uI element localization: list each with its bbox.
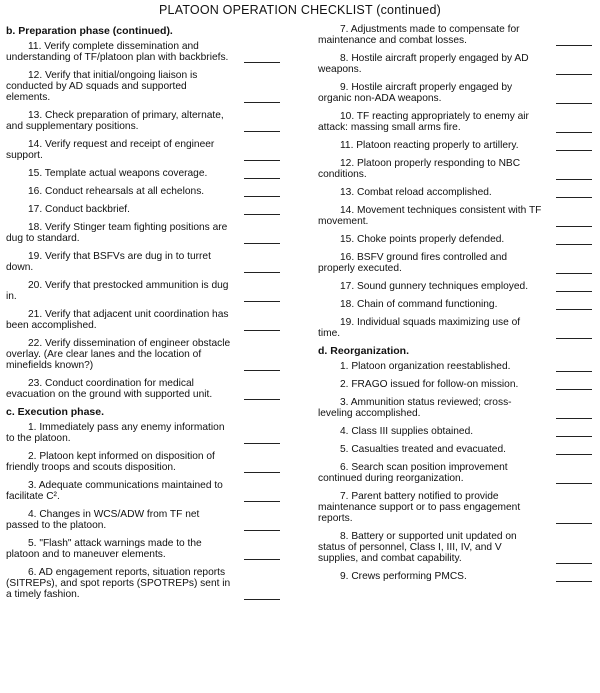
checklist-item — [6, 110, 282, 132]
checkoff-blank-line[interactable] — [556, 132, 592, 133]
checklist-item-text: 20. Verify that prestocked ammunition is dug in. — [6, 280, 229, 302]
checklist-item-text: 17. Sound gunnery techniques employed. — [340, 281, 529, 292]
checklist-item — [318, 571, 594, 582]
checkoff-blank-line[interactable] — [556, 74, 592, 75]
checklist-item-text: 1. Platoon organization reestablished. — [340, 361, 511, 372]
checklist-item-text: 11. Verify complete dissemination and understanding of TF/platoon plan with backbriefs. — [6, 41, 229, 63]
checklist-item — [6, 567, 282, 600]
checkoff-blank-line[interactable] — [556, 309, 592, 310]
checklist-item — [6, 338, 282, 371]
checklist-item-text: 13. Combat reload accomplished. — [340, 187, 492, 198]
checklist-item-text: 4. Class III supplies obtained. — [340, 426, 474, 437]
checklist-item-text: 18. Verify Stinger team fighting positions are dug to standard. — [6, 222, 228, 244]
checklist-item-text: 21. Verify that adjacent unit coordination has been accomplished. — [6, 309, 229, 331]
checklist-item — [318, 252, 594, 274]
checklist-item-text: 17. Conduct backbrief. — [28, 204, 130, 215]
checklist-item-text: 12. Verify that initial/ongoing liaison is conducted by AD squads and supported elements. — [6, 70, 198, 103]
checkoff-blank-line[interactable] — [244, 472, 280, 473]
checkoff-blank-line[interactable] — [556, 389, 592, 390]
checklist-item — [318, 462, 594, 484]
checkoff-blank-line[interactable] — [556, 338, 592, 339]
checklist-item — [318, 140, 594, 151]
checkoff-blank-line[interactable] — [556, 581, 592, 582]
checklist-item — [6, 451, 282, 473]
checkoff-blank-line[interactable] — [556, 483, 592, 484]
checklist-item-text: 16. BSFV ground fires controlled and properly executed. — [318, 252, 508, 274]
checklist-item-text: 15. Template actual weapons coverage. — [28, 168, 208, 179]
checklist-item — [6, 139, 282, 161]
checklist-item-text: 19. Verify that BSFVs are dug in to turret down. — [6, 251, 211, 273]
checklist-item — [318, 111, 594, 133]
checkoff-blank-line[interactable] — [556, 179, 592, 180]
checklist-item — [318, 491, 594, 524]
checkoff-blank-line[interactable] — [244, 330, 280, 331]
checkoff-blank-line[interactable] — [556, 291, 592, 292]
checklist-item-text: 2. Platoon kept informed on disposition of friendly troops and scouts disposition. — [6, 451, 215, 473]
checklist-item-text: 3. Ammunition status reviewed; cross-leveling accomplished. — [318, 397, 512, 419]
checkoff-blank-line[interactable] — [244, 501, 280, 502]
checklist-item-text: 9. Crews performing PMCS. — [340, 571, 467, 582]
checkoff-blank-line[interactable] — [244, 243, 280, 244]
checklist-item — [6, 41, 282, 63]
checklist-item — [6, 168, 282, 179]
checklist-item — [318, 317, 594, 339]
checkoff-blank-line[interactable] — [244, 399, 280, 400]
checklist-item — [6, 378, 282, 400]
checkoff-blank-line[interactable] — [556, 244, 592, 245]
checkoff-blank-line[interactable] — [556, 523, 592, 524]
checklist-item — [318, 82, 594, 104]
checklist-item-text: 14. Movement techniques consistent with TF movement. — [318, 205, 542, 227]
checklist-item — [318, 205, 594, 227]
checklist-item-text: 8. Battery or supported unit updated on status of personnel, Class I, III, IV, and V supplies, and combat capability. — [318, 531, 517, 564]
left-column — [6, 24, 282, 607]
checkoff-blank-line[interactable] — [244, 272, 280, 273]
checkoff-blank-line[interactable] — [556, 454, 592, 455]
checklist-item — [6, 186, 282, 197]
checklist-item-text: 4. Changes in WCS/ADW from TF net passed to the platoon. — [6, 509, 200, 531]
checkoff-blank-line[interactable] — [556, 226, 592, 227]
checkoff-blank-line[interactable] — [244, 131, 280, 132]
checklist-item-text: 18. Chain of command functioning. — [340, 299, 498, 310]
checklist-item — [318, 361, 594, 372]
checkoff-blank-line[interactable] — [244, 301, 280, 302]
checklist-item-text: 6. Search scan position improvement continued during reorganization. — [318, 462, 508, 484]
section-heading: b. Preparation phase (continued). — [6, 25, 173, 37]
checkoff-blank-line[interactable] — [556, 103, 592, 104]
checklist-item-text: 5. "Flash" attack warnings made to the platoon and to maneuver elements. — [6, 538, 202, 560]
checklist-item — [6, 222, 282, 244]
checklist-item — [6, 280, 282, 302]
checklist-item — [318, 24, 594, 46]
checkoff-blank-line[interactable] — [556, 197, 592, 198]
checkoff-blank-line[interactable] — [244, 102, 280, 103]
checklist-item — [318, 379, 594, 390]
checklist-item — [318, 531, 594, 564]
checklist-item — [318, 187, 594, 198]
checkoff-blank-line[interactable] — [244, 599, 280, 600]
checklist-item-text: 19. Individual squads maximizing use of time. — [318, 317, 521, 339]
checklist-item-text: 10. TF reacting appropriately to enemy air attack: massing small arms fire. — [318, 111, 529, 133]
checklist-item — [318, 299, 594, 310]
checklist-item — [318, 281, 594, 292]
checklist-item-text: 22. Verify dissemination of engineer obstacle overlay. (Are clear lanes and the location of minefields known?) — [6, 338, 231, 371]
section-heading: d. Reorganization. — [318, 345, 410, 357]
checklist-item-text: 2. FRAGO issued for follow-on mission. — [340, 379, 519, 390]
checklist-item-text: 15. Choke points properly defended. — [340, 234, 505, 245]
checklist-item-text: 1. Immediately pass any enemy information to the platoon. — [6, 422, 225, 444]
checklist-item-text: 9. Hostile aircraft properly engaged by organic non-ADA weapons. — [318, 82, 513, 104]
checklist-item — [6, 251, 282, 273]
checklist-item — [318, 426, 594, 437]
checklist-item-text: 12. Platoon properly responding to NBC conditions. — [318, 158, 521, 180]
checklist-item — [6, 309, 282, 331]
checklist-item — [318, 234, 594, 245]
checklist-item — [318, 53, 594, 75]
checkoff-blank-line[interactable] — [556, 418, 592, 419]
checkoff-blank-line[interactable] — [244, 178, 280, 179]
checklist-item — [318, 444, 594, 455]
section-heading: c. Execution phase. — [6, 406, 105, 418]
checklist-item-text: 23. Conduct coordination for medical evacuation on the ground with supported unit. — [6, 378, 213, 400]
checklist-item-text: 3. Adequate communications maintained to facilitate C². — [6, 480, 223, 502]
checkoff-blank-line[interactable] — [244, 62, 280, 63]
checklist-item-text: 7. Parent battery notified to provide maintenance support or to pass engagement reports. — [318, 491, 521, 524]
checklist-item — [6, 509, 282, 531]
checkoff-blank-line[interactable] — [244, 443, 280, 444]
checklist-item — [318, 158, 594, 180]
checklist-item-text: 6. AD engagement reports, situation reports (SITREPs), and spot reports (SPOTREPs) sent in a timely fashion. — [6, 567, 231, 600]
checklist-item-text: 5. Casualties treated and evacuated. — [340, 444, 506, 455]
checklist-item — [6, 538, 282, 560]
checklist-item — [318, 397, 594, 419]
checklist-item — [6, 480, 282, 502]
checklist-item-text: 14. Verify request and receipt of engineer support. — [6, 139, 215, 161]
checklist-item — [6, 204, 282, 215]
right-column — [318, 24, 594, 589]
checklist-item-text: 16. Conduct rehearsals at all echelons. — [28, 186, 205, 197]
checkoff-blank-line[interactable] — [244, 370, 280, 371]
checkoff-blank-line[interactable] — [556, 371, 592, 372]
checklist-item-text: 8. Hostile aircraft properly engaged by AD weapons. — [318, 53, 529, 75]
checklist-item — [6, 70, 282, 103]
checklist-item-text: 11. Platoon reacting properly to artillery. — [340, 140, 519, 151]
checkoff-blank-line[interactable] — [556, 436, 592, 437]
checklist-item-text: 7. Adjustments made to compensate for maintenance and combat losses. — [318, 24, 520, 46]
checkoff-blank-line[interactable] — [556, 150, 592, 151]
checkoff-blank-line[interactable] — [556, 45, 592, 46]
checkoff-blank-line[interactable] — [244, 559, 280, 560]
checkoff-blank-line[interactable] — [556, 273, 592, 274]
checkoff-blank-line[interactable] — [244, 196, 280, 197]
checklist-item-text: 13. Check preparation of primary, alternate, and supplementary positions. — [6, 110, 224, 132]
checkoff-blank-line[interactable] — [244, 530, 280, 531]
checkoff-blank-line[interactable] — [244, 160, 280, 161]
page-title: PLATOON OPERATION CHECKLIST (continued) — [159, 3, 441, 17]
checkoff-blank-line[interactable] — [244, 214, 280, 215]
checkoff-blank-line[interactable] — [556, 563, 592, 564]
checklist-item — [6, 422, 282, 444]
